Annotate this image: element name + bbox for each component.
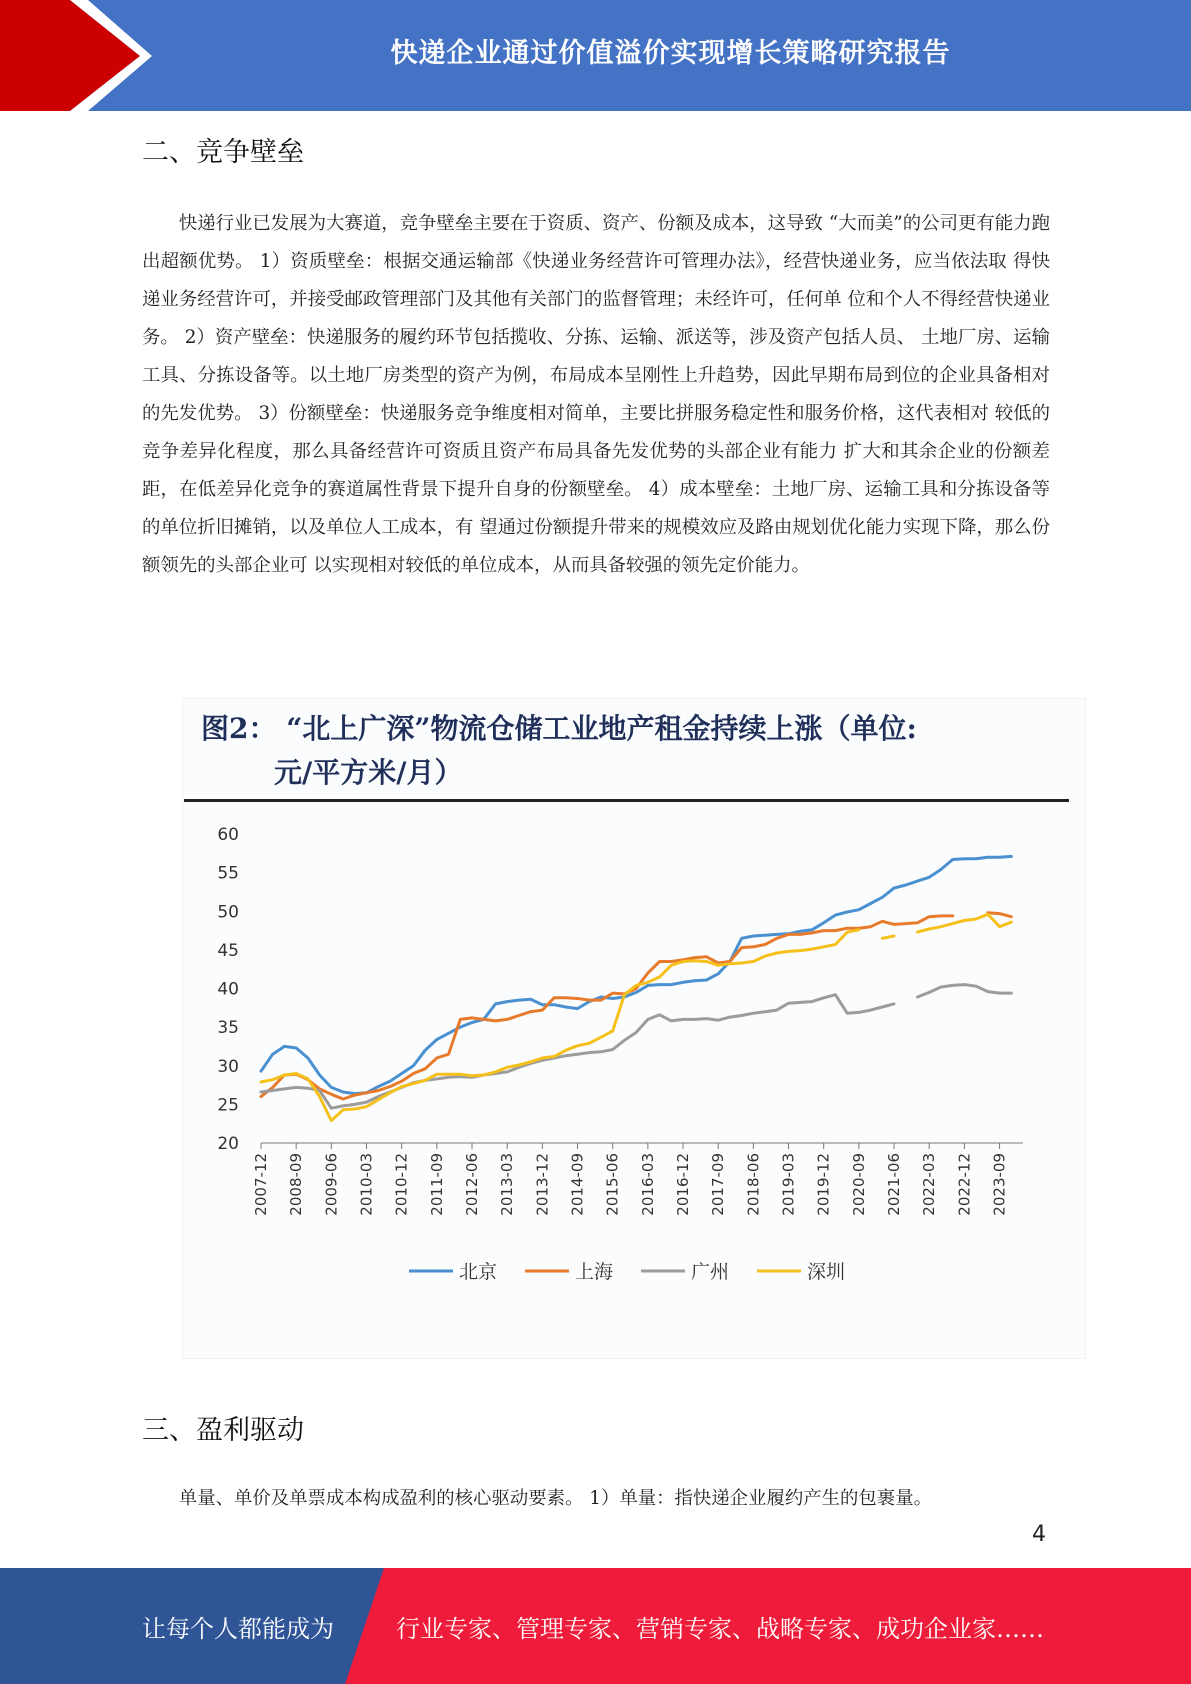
x-tick-label: 2022-12 (955, 1153, 974, 1216)
section-paragraph: 快递行业已发展为大赛道，竞争壁垒主要在于资质、资产、份额及成本，这导致 “大而美”的公司更有能力跑出超额优势。 1）资质壁垒：根据交通运输部《快递业务经营许可管理办法》，经营快递业务，应当依法取 得快递业务经营许可，并接受邮政管理部门及其他有关部门的监督管理；未经许可，任何单 位和个人不得经营快递业务。 2）资产壁垒：快递服务的履约环节包括揽收、分拣、运输、派送等，涉及资产包括人员、 土地厂房、运输工具、分拣设备等。以土地厂房类型的资产为例，布局成本呈刚性上升趋势，因此早期布局到位的企业具备相对的先发优势。 3）份额壁垒：快递服务竞争维度相对简单，主要比拼服务稳定性和服务价格，这代表相对 较低的竞争差异化程度，那么具备经营许可资质且资产布局具备先发优势的头部企业有能力 扩大和其余企业的份额差距，在低差异化竞争的赛道属性背景下提升自身的份额壁垒。 4）成本壁垒：土地厂房、运输工具和分拣设备等的单位折旧摊销，以及单位人工成本，有 望通过份额提升带来的规模效应及路由规划优化能力实现下降，那么份额领先的头部企业可 以实现相对较低的单位成本，从而具备较强的领先定价能力。 (142, 213, 1050, 576)
legend-label: 北京 (459, 1261, 498, 1283)
x-tick-label: 2008-09 (287, 1153, 306, 1216)
page-footer (0, 1568, 1191, 1684)
y-tick-label: 25 (217, 1095, 239, 1116)
figure-title-line-1: 图2： “北上广深”物流仓储工业地产租金持续上涨（单位: (201, 712, 917, 745)
page-number: 4 (1032, 1522, 1046, 1547)
y-tick-label: 60 (217, 825, 239, 845)
series-line-上海 (261, 916, 953, 1099)
x-tick-label: 2015-06 (603, 1153, 622, 1216)
x-tick-label: 2019-12 (814, 1153, 833, 1216)
series-line-广州 (918, 985, 1012, 997)
page-header (0, 0, 1191, 111)
x-tick-label: 2012-06 (463, 1153, 482, 1216)
x-tick-label: 2014-09 (568, 1153, 587, 1216)
x-tick-label: 2016-12 (674, 1153, 693, 1216)
x-tick-label: 2011-09 (427, 1153, 446, 1216)
y-tick-label: 30 (217, 1056, 239, 1077)
x-tick-label: 2017-09 (709, 1153, 728, 1216)
x-tick-label: 2023-09 (990, 1153, 1009, 1216)
y-tick-label: 55 (217, 863, 239, 884)
x-tick-label: 2020-09 (849, 1153, 868, 1216)
legend-label: 广州 (691, 1261, 730, 1283)
x-tick-label: 2019-03 (779, 1153, 798, 1216)
x-tick-label: 2018-06 (744, 1153, 763, 1216)
x-tick-label: 2021-06 (885, 1153, 904, 1216)
series-line-北京 (261, 856, 1011, 1093)
x-tick-label: 2010-03 (357, 1153, 376, 1216)
y-tick-label: 40 (217, 979, 239, 1000)
y-tick-label: 35 (217, 1018, 239, 1039)
x-tick-label: 2013-12 (533, 1153, 552, 1216)
y-tick-label: 20 (217, 1134, 239, 1154)
figure-rent-chart (182, 698, 1086, 1359)
legend-label: 上海 (575, 1261, 614, 1283)
section-heading-profit-drivers: 三、盈利驱动 (142, 1415, 304, 1446)
y-tick-label: 50 (217, 902, 239, 923)
figure-title-rule (184, 799, 1069, 802)
figure-title (201, 707, 1061, 795)
y-tick-label: 45 (217, 940, 239, 961)
x-tick-label: 2010-12 (392, 1153, 411, 1216)
footer-slogan-right: 行业专家、管理专家、营销专家、战略专家、成功企业家…… (396, 1614, 1044, 1643)
section-heading-competition-barriers: 二、竞争壁垒 (142, 137, 304, 168)
figure-title-line-2: 元/平方米/月） (274, 756, 463, 789)
section-paragraph: 单量、单价及单票成本构成盈利的核心驱动要素。 1）单量：指快递企业履约产生的包裹量。 (178, 1488, 932, 1509)
x-tick-label: 2009-06 (322, 1153, 341, 1216)
series-line-广州 (261, 995, 894, 1108)
x-tick-label: 2022-03 (920, 1153, 939, 1216)
footer-slogan-left: 让每个人都能成为 (142, 1614, 334, 1643)
report-title: 快递企业通过价值溢价实现增长策略研究报告 (390, 37, 951, 69)
x-tick-label: 2007-12 (252, 1153, 270, 1216)
line-chart (183, 809, 1087, 1359)
legend-label: 深圳 (807, 1261, 846, 1283)
x-tick-label: 2016-03 (638, 1153, 657, 1216)
series-line-深圳 (882, 936, 894, 938)
x-tick-label: 2013-03 (498, 1153, 517, 1216)
